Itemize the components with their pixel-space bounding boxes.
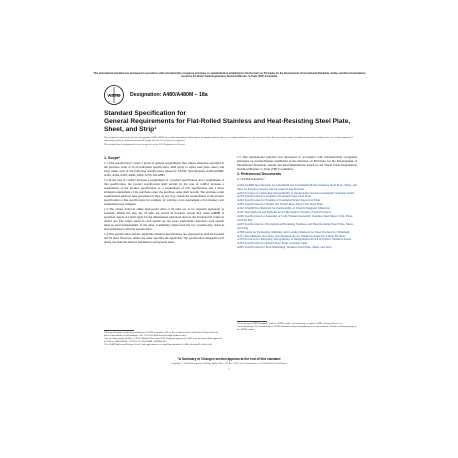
footnote-divider <box>237 321 267 322</box>
scope-heading: 1. Scope* <box>104 156 121 160</box>
footnote: ³ For referenced ASTM standards, visit the ASTM website, www.astm.org, or contact ASTM Customer Service at service@astm.org. For Annual Book of ASTM Standards volume information, refer to the standard's Document Summary page on the ASTM website. <box>237 323 357 331</box>
reference-link[interactable]: A264 Specification for Stainless Chromium-Nickel Steel-Clad Plate <box>237 198 321 203</box>
reference-link[interactable]: A700 Guide for Packaging, Marking, and Loading Methods for Steel Products for Shipment <box>237 229 350 234</box>
reference-link[interactable]: A751 Test Methods, Practices, and Terminology for Chemical Analysis of Steel Products <box>237 233 346 238</box>
left-column <box>104 156 224 246</box>
footnotes-left <box>104 332 224 347</box>
footnote: Current edition approved May 1, 2018. Published November 2018. Originally approved in 1962. Last previous edition approved in 2018 as A480/A480M – 18. DOI: 10.1520/A0480_A0480M-18A. <box>104 337 222 343</box>
copyright-line: Copyright © ASTM International, 100 Barr Harbor Drive, PO Box C700, West Conshohocken, PA 19428-2959. United States <box>171 363 287 365</box>
top-notice: This international standard was developed in accordance with internationally recognized principles on standardization established in the Decision on Principles for the Development of International Standards, Guides and Recommendations issued by the World Trade Organization Technical Barriers to Trade (TBT) Committee. <box>93 72 366 79</box>
svg-text:ASTM: ASTM <box>108 93 120 98</box>
reference-link[interactable]: A370 Test Methods and Definitions for Mechanical Testing of Steel Products <box>237 210 332 215</box>
reference-link[interactable]: A240/A240M Specification for Chromium and Chromium-Nickel Stainless Steel Plate, Sheet, and Strip for Pressure Vessels and for General Applications <box>237 182 357 191</box>
page-number: 1 <box>228 368 230 371</box>
footnote: ² For ASME Boiler and Pressure Vessel Code applications see related Specification SA-480 in Section II of that Code. <box>104 343 213 346</box>
title-line-1: Standard Specification for <box>104 110 187 117</box>
reference-link[interactable]: A265 Specification for Nickel and Nickel-Base Alloy-Clad Steel Plate <box>237 202 323 207</box>
standard-notice-para: This standard has been approved for use by agencies of the U.S. Department of Defense. <box>104 144 186 146</box>
footnote-divider <box>104 330 134 331</box>
designation: Designation: A480/A480M – 18a <box>130 92 208 98</box>
reference-link[interactable]: A666 Specification for Annealed or Cold-Worked Austenitic Stainless Steel Sheet, Strip, Plate, and Flat Bar <box>237 213 353 222</box>
footnotes-right <box>237 323 357 332</box>
document-title <box>104 110 354 134</box>
title-line-2: General Requirements for Flat-Rolled Stainless and Heat-Resisting Steel Plate, Sheet, and Strip¹ <box>104 118 351 133</box>
references-heading: 2. Referenced Documents <box>237 172 282 177</box>
summary-of-changes-notice: *A Summary of Changes section appears at the end of this standard <box>177 357 281 361</box>
footnote: ¹ This specification is under the jurisdiction of ASTM Committee A01 on Steel, Stainless Steel and Related Alloys and is the direct responsibility of Subcommittee A01.17 on Flat-Rolled and Wrought Stainless Steel. <box>104 332 219 337</box>
reference-link[interactable]: A693 Specification for Precipitation-Hardening Stainless and Heat-Resisting Steel Plate, Sheet, and Strip <box>237 221 354 230</box>
reference-link[interactable]: A793 Specification for Rolled Floor Plate, Stainless Steel <box>237 241 308 246</box>
reference-link[interactable]: A895 Specification for Free-Machining Stainless Steel Plate, Sheet, and Strip <box>237 245 332 250</box>
astm-logo-icon <box>104 84 124 106</box>
reference-link[interactable]: A263 Specification for Stainless Chromium Steel-Clad Plate <box>237 194 311 199</box>
reference-link[interactable]: A262 Practices for Detecting Susceptibility to Intergranular Attack in Austenitic Stainless Steels <box>237 190 355 195</box>
scope-para: 1.2 In the case of conflict between a requirement of a product specification and a requirement of this specification, the product specification shall prevail. In the case of conflict between a requirement of the product specification or a requirement of this specification and a more stringent requirement of the purchase order, the purchase order shall prevail. The purchase order requirements shall not take precedence if they, in any way, violate the requirements of the product specification or this specification; for example, by waiving a test requirement or by making a test requirement less stringent. <box>104 178 224 206</box>
standard-notice-para: This standard is issued under the fixed designation A480/A480M; the number immediately following the designation indicates the year of original adoption or, in the case of revision, the year of last revision. A number in parentheses indicates the year of last reapproval. A superscript epsilon (ε) indicates an editorial change since the last revision or reapproval. <box>104 137 354 142</box>
scope-para: 1.5 This international standard was developed in accordance with internationally recognized principles on standardization established in the Decision on Principles for the Development of International Standards, Guides and Recommendations issued by the World Trade Organization Technical Barriers to Trade (TBT) Committee. <box>237 155 357 171</box>
reference-link[interactable]: A342/A342M Test Methods for Permeability of Weakly Magnetic Materials <box>237 206 330 211</box>
scope-para: 1.1 This specification² covers a group of general requirements that, unless otherwise specified in the purchase order or in an individual specification, shall apply to rolled steel plate, sheet, and strip, under each of the following specifications issued by ASTM: Specifications A240/A240M, A263, A264, A265, A666, A693, A793, and A895. <box>104 161 224 178</box>
reference-link[interactable]: A763 Practices for Detecting Susceptibility to Intergranular Attack in Ferritic Stainless Steels <box>237 237 351 242</box>
scope-para: 1.3 The values stated in either inch-pound units or SI units are to be regarded separately as standard. Within the text, the SI units are shown in brackets, except that when A480M is specified, Annex A3 shall apply for the dimensional tolerances and not the bracketed SI values in Annex A2. The values stated in each system are not exact equivalents; therefore, each system must be used independently of the other. Combining values from the two systems may result in nonconformance with the specification. <box>104 207 224 231</box>
scope-para: 1.4 This specification and the applicable material specifications are expressed in both inch-pound and SI units. However, unless the order specifies the applicable "M" specification designation (SI units), the material shall be furnished to inch-pound units. <box>104 231 224 244</box>
standard-notice <box>104 137 354 148</box>
right-column <box>237 156 357 250</box>
references-intro: 2.1 ASTM Standards:³ <box>237 177 265 182</box>
